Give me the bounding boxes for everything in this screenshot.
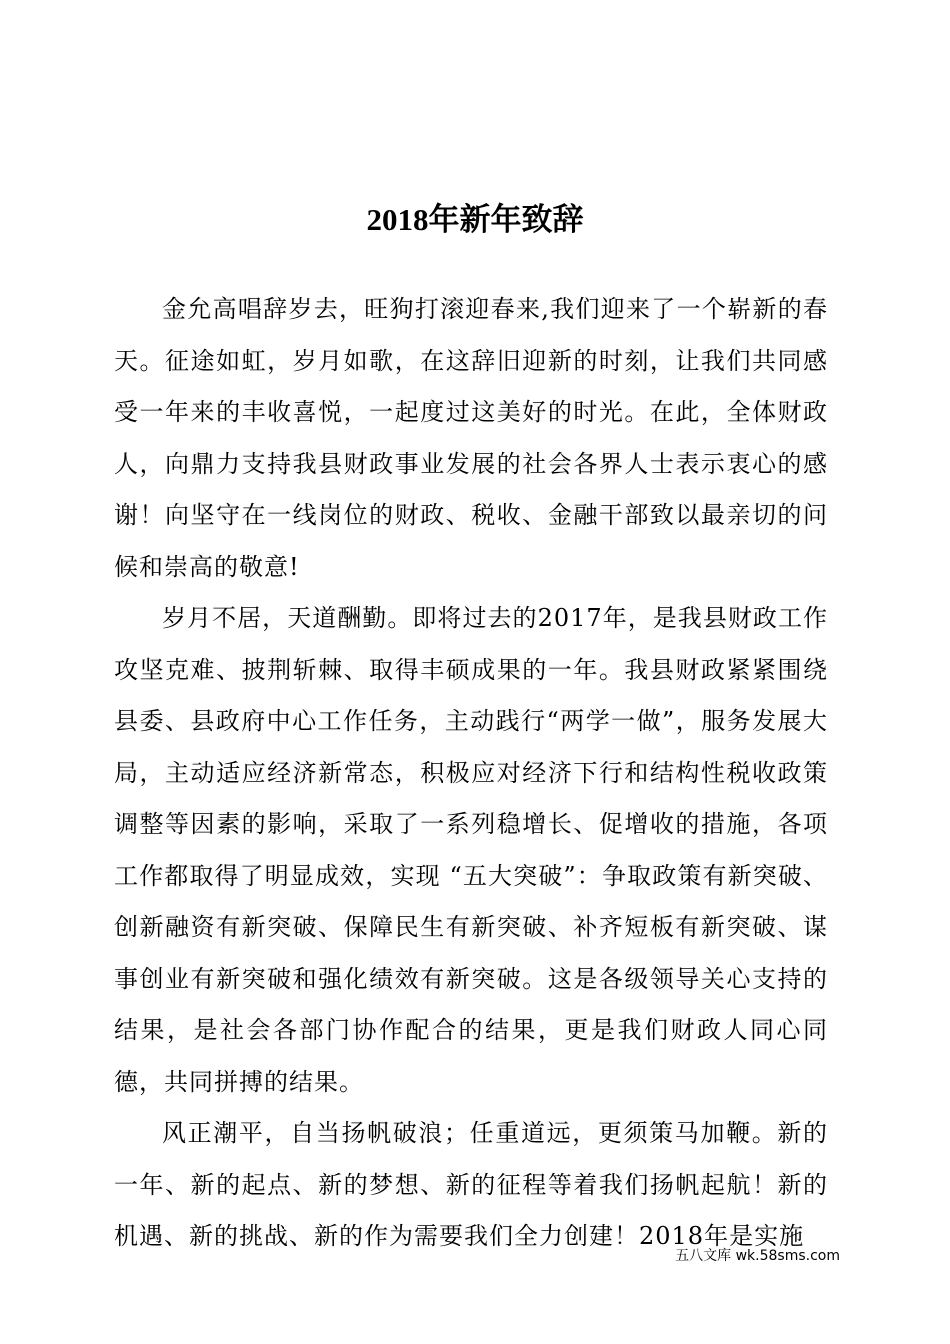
document-body <box>114 284 828 1263</box>
paragraph-1: 金允高唱辞岁去，旺狗打滚迎春来,我们迎来了一个崭新的春天。征途如虹，岁月如歌，在这辞旧迎新的时刻，让我们共同感受一年来的丰收喜悦，一起度过这美好的时光。在此，全体财政人，向鼎力支持我县财政事业发展的社会各界人士表示衷心的感谢！向坚守在一线岗位的财政、税收、金融干部致以最亲切的问候和崇高的敬意! <box>114 295 828 581</box>
paragraph-2: 岁月不居，天道酬勤。即将过去的2017年，是我县财政工作攻坚克难、披荆斩棘、取得丰硕成果的一年。我县财政紧紧围绕县委、县政府中心工作任务，主动践行“两学一做”，服务发展大局，主动适应经济新常态，积极应对经济下行和结构性税收政策调整等因素的影响，采取了一系列稳增长、促增收的措施，各项工作都取得了明显成效，实现 “五大突破”：争取政策有新突破、创新融资有新突破、保障民生有新突破、补齐短板有新突破、谋事创业有新突破和强化绩效有新突破。这是各级领导关心支持的结果，是社会各部门协作配合的结果，更是我们财政人同心同德，共同拼搏的结果。 <box>114 604 828 1096</box>
document-title: 2018年新年致辞 <box>366 202 584 237</box>
footer-watermark: 五八文库 wk.58sms.com <box>675 1248 840 1264</box>
paragraph-3: 风正潮平，自当扬帆破浪；任重道远，更须策马加鞭。新的一年、新的起点、新的梦想、新的征程等着我们扬帆起航！新的机遇、新的挑战、新的作为需要我们全力创建！2018年是实施 <box>114 1119 828 1250</box>
